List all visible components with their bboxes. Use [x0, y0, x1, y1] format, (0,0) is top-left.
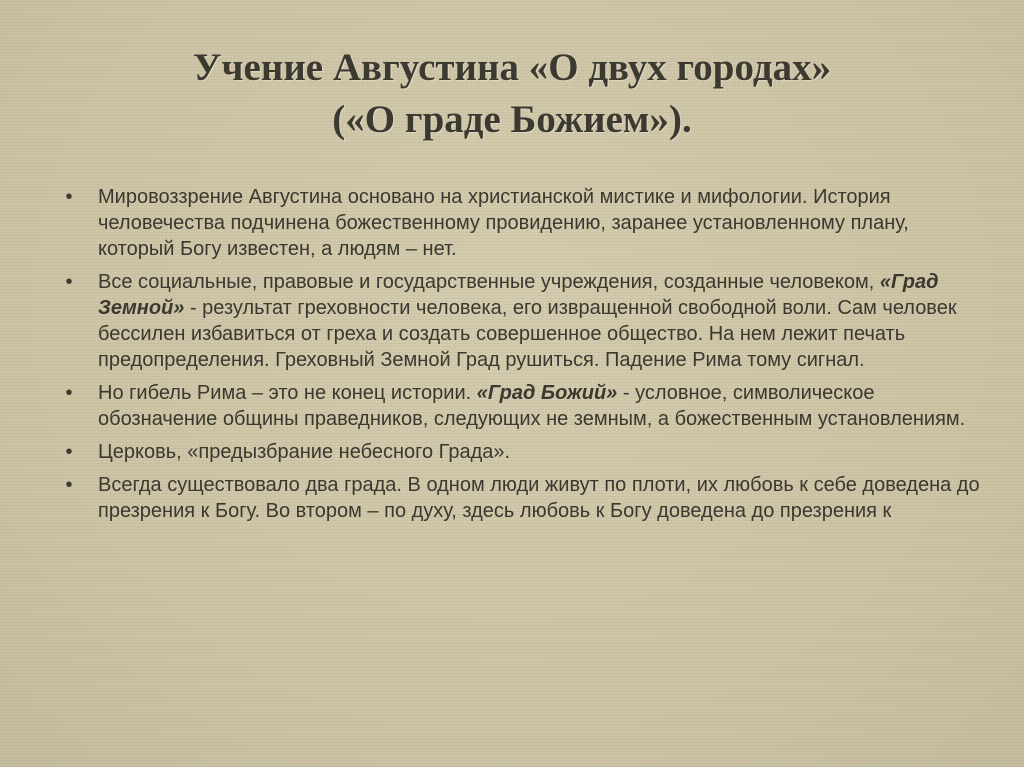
emphasis-city-of-god: «Град Божий» [476, 382, 618, 404]
bullet-icon: • [65, 474, 73, 496]
bullet-icon: • [65, 186, 73, 208]
bullet-text: Мировоззрение Августина основано на христианской мистике и мифологии. История человечества подчинена божественному провидению, заранее установленному плану, который Богу известен, а людям – нет. [98, 186, 909, 260]
bullet-text-before: Все социальные, правовые и государственные учреждения, созданные человеком, [98, 271, 880, 293]
bullet-item-church [62, 439, 982, 465]
bullet-icon: • [65, 382, 73, 404]
emphasis-earthly-city: «Град Земной» [98, 271, 939, 319]
bullet-icon: • [65, 271, 73, 293]
slide-title [60, 42, 964, 146]
bullet-list [62, 184, 982, 531]
bullet-item-earthly-city [62, 269, 982, 373]
bullet-text-after: - результат греховности человека, его извращенной свободной воли. Сам человек бессилен избавиться от греха и создать совершенное общество. На нем лежит печать предопределения. Греховный Земной Град рушиться. Падение Рима тому сигнал. [98, 297, 957, 371]
bullet-icon: • [65, 441, 73, 463]
bullet-item-two-cities [62, 472, 982, 524]
bullet-item-worldview [62, 184, 982, 262]
slide-title-line-1: Учение Августина «О двух городах» [192, 46, 832, 89]
bullet-item-city-of-god [62, 380, 982, 432]
bullet-text: Церковь, «предызбрание небесного Града». [98, 441, 511, 463]
bullet-text: Всегда существовало два града. В одном люди живут по плоти, их любовь к себе доведена до презрения к Богу. Во втором – по духу, здесь любовь к Богу доведена до презрения к [98, 474, 980, 522]
bullet-text-before: Но гибель Рима – это не конец истории. [98, 382, 477, 404]
slide-title-line-2: («О граде Божием»). [332, 98, 692, 141]
bullet-text-after: - условное, символическое обозначение общины праведников, следующих не земным, а божественным установлениям. [98, 382, 966, 430]
